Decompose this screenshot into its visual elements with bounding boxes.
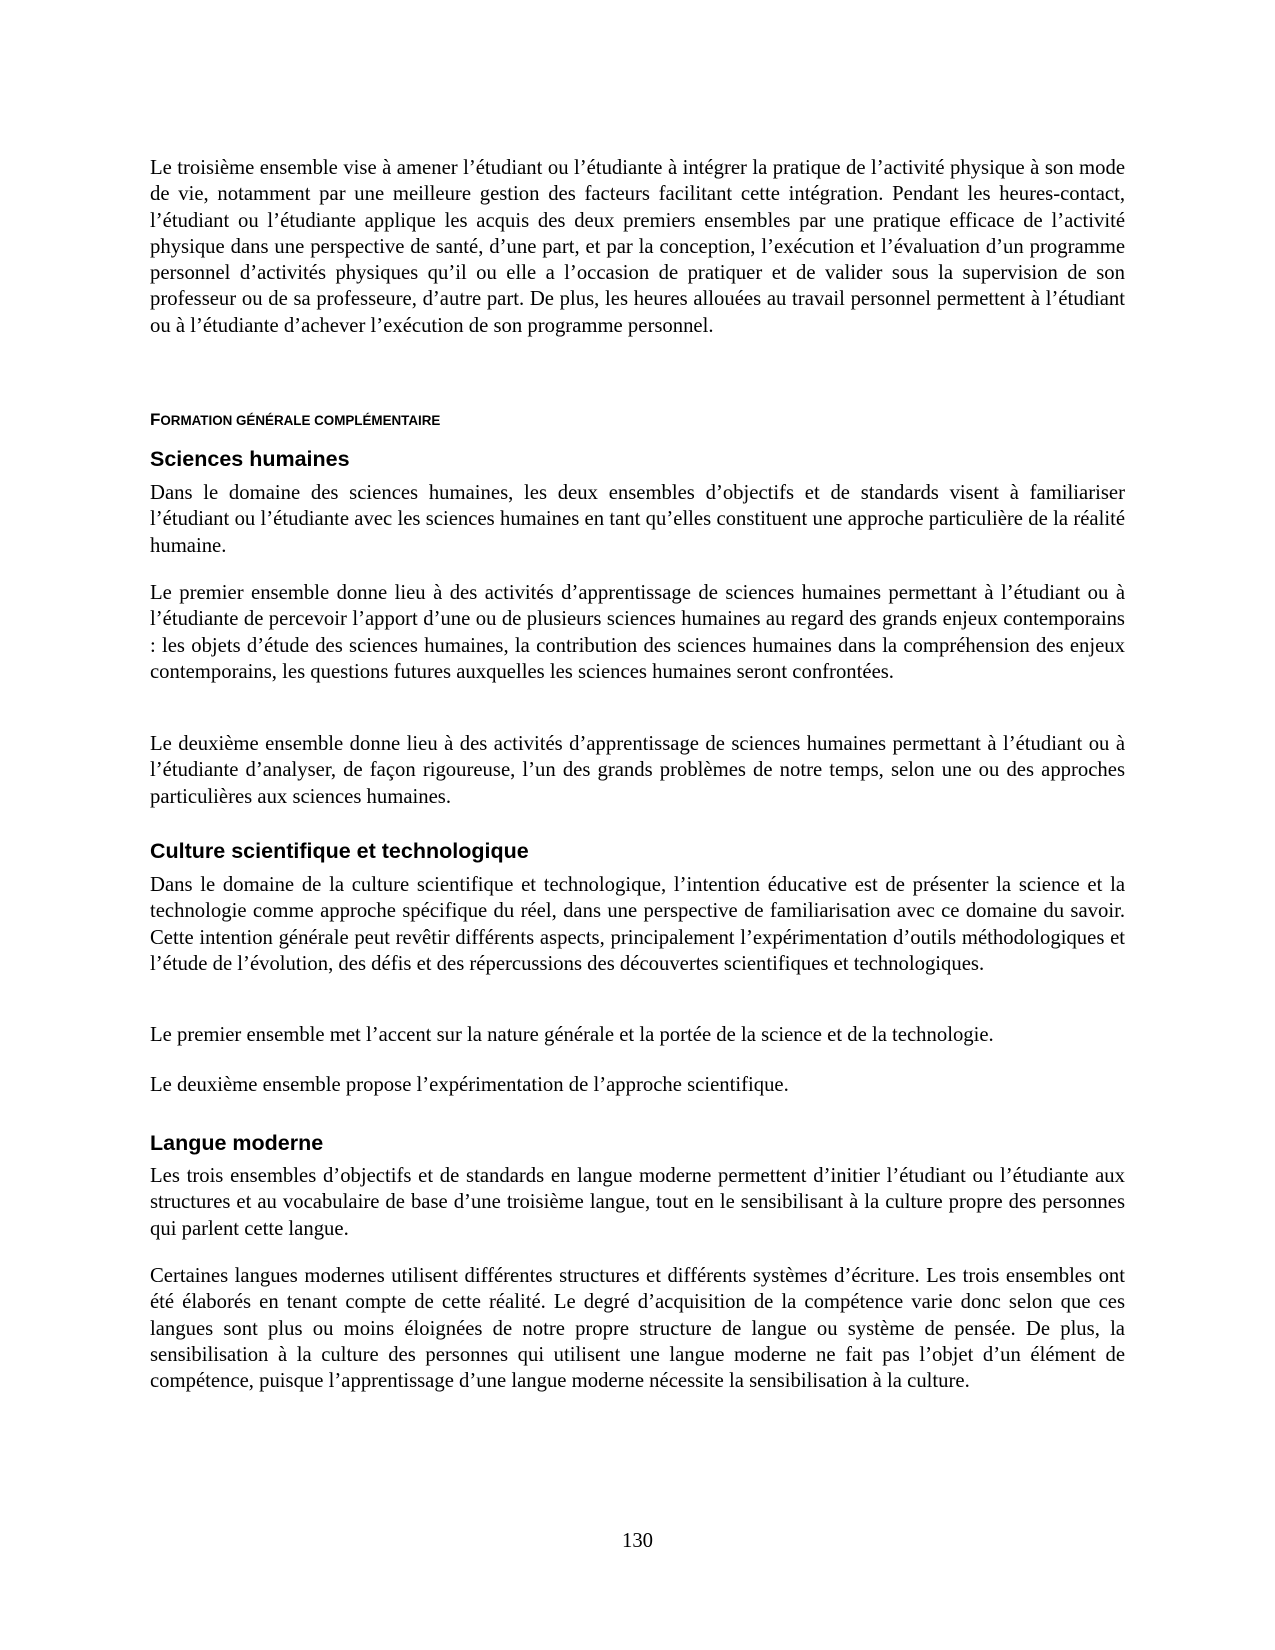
section-heading-initial: F bbox=[150, 410, 161, 429]
sciences-humaines-paragraph-3: Le deuxième ensemble donne lieu à des activités d’apprentissage de sciences humaines permettant à l’étudiant ou à l’étudiante d’analyser, de façon rigoureuse, l’un des grands problèmes de notre temps, selon une ou des approches particulières aux sciences humaines. bbox=[150, 733, 1125, 808]
heading-sciences-humaines: Sciences humaines bbox=[150, 447, 350, 471]
culture-scientifique-paragraph-2: Le premier ensemble met l’accent sur la nature générale et la portée de la science et de la technologie. bbox=[150, 1024, 994, 1046]
heading-culture-scientifique: Culture scientifique et technologique bbox=[150, 839, 529, 863]
intro-paragraph: Le troisième ensemble vise à amener l’étudiant ou l’étudiante à intégrer la pratique de l’activité physique à son mode de vie, notamment par une meilleure gestion des facteurs facilitant cette intégration. Pendant les heures-contact, l’étudiant ou l’étudiante applique les acquis des deux premiers ensembles par une pratique efficace de l’activité physique dans une perspective de santé, d’une part, et par la conception, l’exécution et l’évaluation d’un programme personnel d’activités physiques qu’il ou elle a l’occasion de pratiquer et de valider sous la supervision de son professeur ou de sa professeure, d’autre part. De plus, les heures allouées au travail personnel permettent à l’étudiant ou à l’étudiante d’achever l’exécution de son programme personnel. bbox=[150, 157, 1125, 337]
langue-moderne-paragraph-1: Les trois ensembles d’objectifs et de standards en langue moderne permettent d’initier l’étudiant ou l’étudiante aux structures et au vocabulaire de base d’une troisième langue, tout en le sensibilisant à la culture propre des personnes qui parlent cette langue. bbox=[150, 1165, 1125, 1240]
culture-scientifique-paragraph-1: Dans le domaine de la culture scientifique et technologique, l’intention éducative est de présenter la science et la technologie comme approche spécifique du réel, dans une perspective de familiarisation avec ce domaine du savoir. Cette intention générale peut revêtir différents aspects, principalement l’expérimentation d’outils méthodologiques et l’étude de l’évolution, des défis et des répercussions des découvertes scientifiques et technologiques. bbox=[150, 874, 1125, 975]
sciences-humaines-paragraph-1: Dans le domaine des sciences humaines, les deux ensembles d’objectifs et de standards visent à familiariser l’étudiant ou l’étudiante avec les sciences humaines en tant qu’elles constituent une approche particulière de la réalité humaine. bbox=[150, 482, 1125, 557]
culture-scientifique-paragraph-3: Le deuxième ensemble propose l’expérimentation de l’approche scientifique. bbox=[150, 1074, 789, 1096]
section-heading-rest: ORMATION GÉNÉRALE COMPLÉMENTAIRE bbox=[160, 413, 441, 428]
section-heading bbox=[150, 410, 1125, 431]
heading-langue-moderne: Langue moderne bbox=[150, 1131, 324, 1155]
page-number: 130 bbox=[621, 1530, 654, 1552]
sciences-humaines-paragraph-2: Le premier ensemble donne lieu à des activités d’apprentissage de sciences humaines permettant à l’étudiant ou à l’étudiante de percevoir l’apport d’une ou de plusieurs sciences humaines au regard des grands enjeux contemporains : les objets d’étude des sciences humaines, la contribution des sciences humaines dans la compréhension des enjeux contemporains, les questions futures auxquelles les sciences humaines seront confrontées. bbox=[150, 582, 1125, 683]
langue-moderne-paragraph-2: Certaines langues modernes utilisent différentes structures et différents systèmes d’écriture. Les trois ensembles ont été élaborés en tenant compte de cette réalité. Le degré d’acquisition de la compétence varie donc selon que ces langues sont plus ou moins éloignées de notre propre structure de langue ou système de pensée. De plus, la sensibilisation à la culture des personnes qui utilisent une langue moderne ne fait pas l’objet d’un élément de compétence, puisque l’apprentissage d’une langue moderne nécessite la sensibilisation à la culture. bbox=[150, 1265, 1125, 1393]
